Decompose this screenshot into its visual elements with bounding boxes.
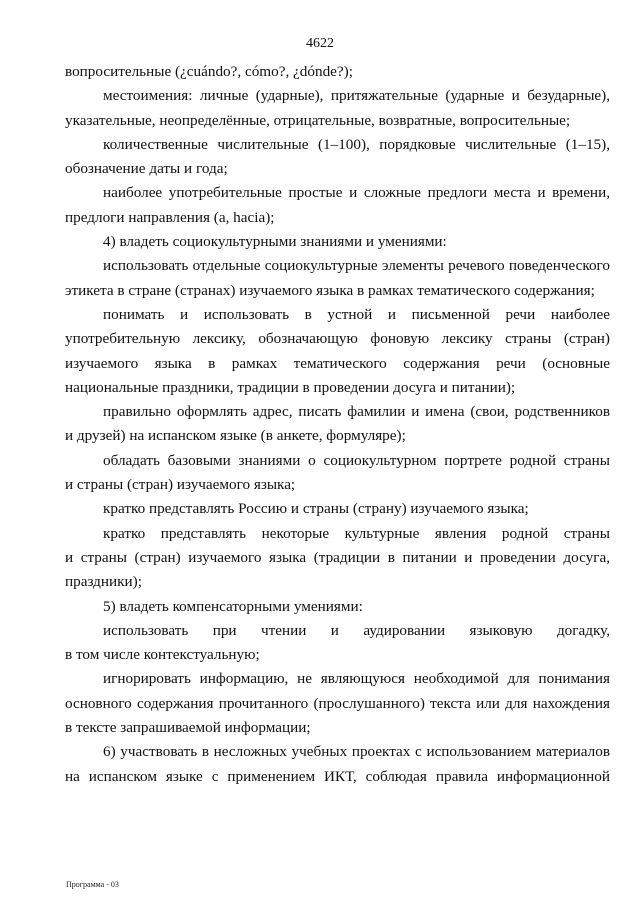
text-line: обладать базовыми знаниями о социокультурном портрете родной страны bbox=[103, 451, 610, 469]
text-line: изучаемого языка в рамках тематического содержания речи (основные bbox=[65, 354, 610, 372]
text-line: 4) владеть социокультурными знаниями и умениями: bbox=[103, 233, 447, 251]
text-line: на испанском языке с применением ИКТ, соблюдая правила информационной bbox=[65, 767, 610, 785]
text-line: вопросительные (¿cuándo?, cómo?, ¿dónde?); bbox=[65, 63, 353, 80]
text-line: игнорировать информацию, не являющуюся необходимой для понимания bbox=[103, 670, 610, 688]
text-line: этикета в стране (странах) изучаемого языка в рамках тематического содержания; bbox=[65, 281, 595, 299]
text-line: и друзей) на испанском языке (в анкете, формуляре); bbox=[65, 427, 406, 445]
text-line: праздники); bbox=[65, 573, 142, 591]
text-line: национальные праздники, традиции в проведении досуга и питании); bbox=[65, 378, 516, 396]
text-line: использовать при чтении и аудировании языковую догадку, bbox=[103, 621, 610, 639]
text-line: понимать и использовать в устной и письменной речи наиболее bbox=[103, 305, 610, 323]
text-line: обозначение даты и года; bbox=[65, 160, 228, 178]
text-line: в тексте запрашиваемой информации; bbox=[65, 719, 311, 737]
body-text bbox=[65, 60, 610, 789]
text-line: наиболее употребительные простые и сложные предлоги места и времени, bbox=[103, 184, 610, 202]
text-line: 5) владеть компенсаторными умениями: bbox=[103, 597, 363, 615]
text-line: основного содержания прочитанного (прослушанного) текста или для нахождения bbox=[65, 694, 610, 712]
text-line: использовать отдельные социокультурные элементы речевого поведенческого bbox=[103, 257, 610, 275]
text-line: употребительную лексику, обозначающую фоновую лексику страны (стран) bbox=[65, 330, 610, 348]
page-number: 4622 bbox=[306, 36, 334, 51]
text-line: количественные числительные (1–100), порядковые числительные (1–15), bbox=[103, 135, 610, 153]
text-line: предлоги направления (a, hacia); bbox=[65, 208, 275, 226]
text-line: местоимения: личные (ударные), притяжательные (ударные и безударные), bbox=[103, 87, 610, 105]
text-line: указательные, неопределённые, отрицательные, возвратные, вопросительные; bbox=[65, 111, 571, 129]
text-line: кратко представлять некоторые культурные явления родной страны bbox=[103, 524, 610, 542]
page-footer: Программа - 03 bbox=[66, 880, 119, 889]
text-line: кратко представлять Россию и страны (страну) изучаемого языка; bbox=[103, 500, 529, 518]
text-line: и страны (стран) изучаемого языка; bbox=[65, 476, 296, 494]
text-line: 6) участвовать в несложных учебных проектах с использованием материалов bbox=[103, 743, 610, 761]
text-line: в том числе контекстуальную; bbox=[65, 646, 260, 664]
text-line: правильно оформлять адрес, писать фамилии и имена (свои, родственников bbox=[103, 403, 610, 421]
text-line: и страны (стран) изучаемого языка (традиции в питании и проведении досуга, bbox=[65, 548, 610, 566]
